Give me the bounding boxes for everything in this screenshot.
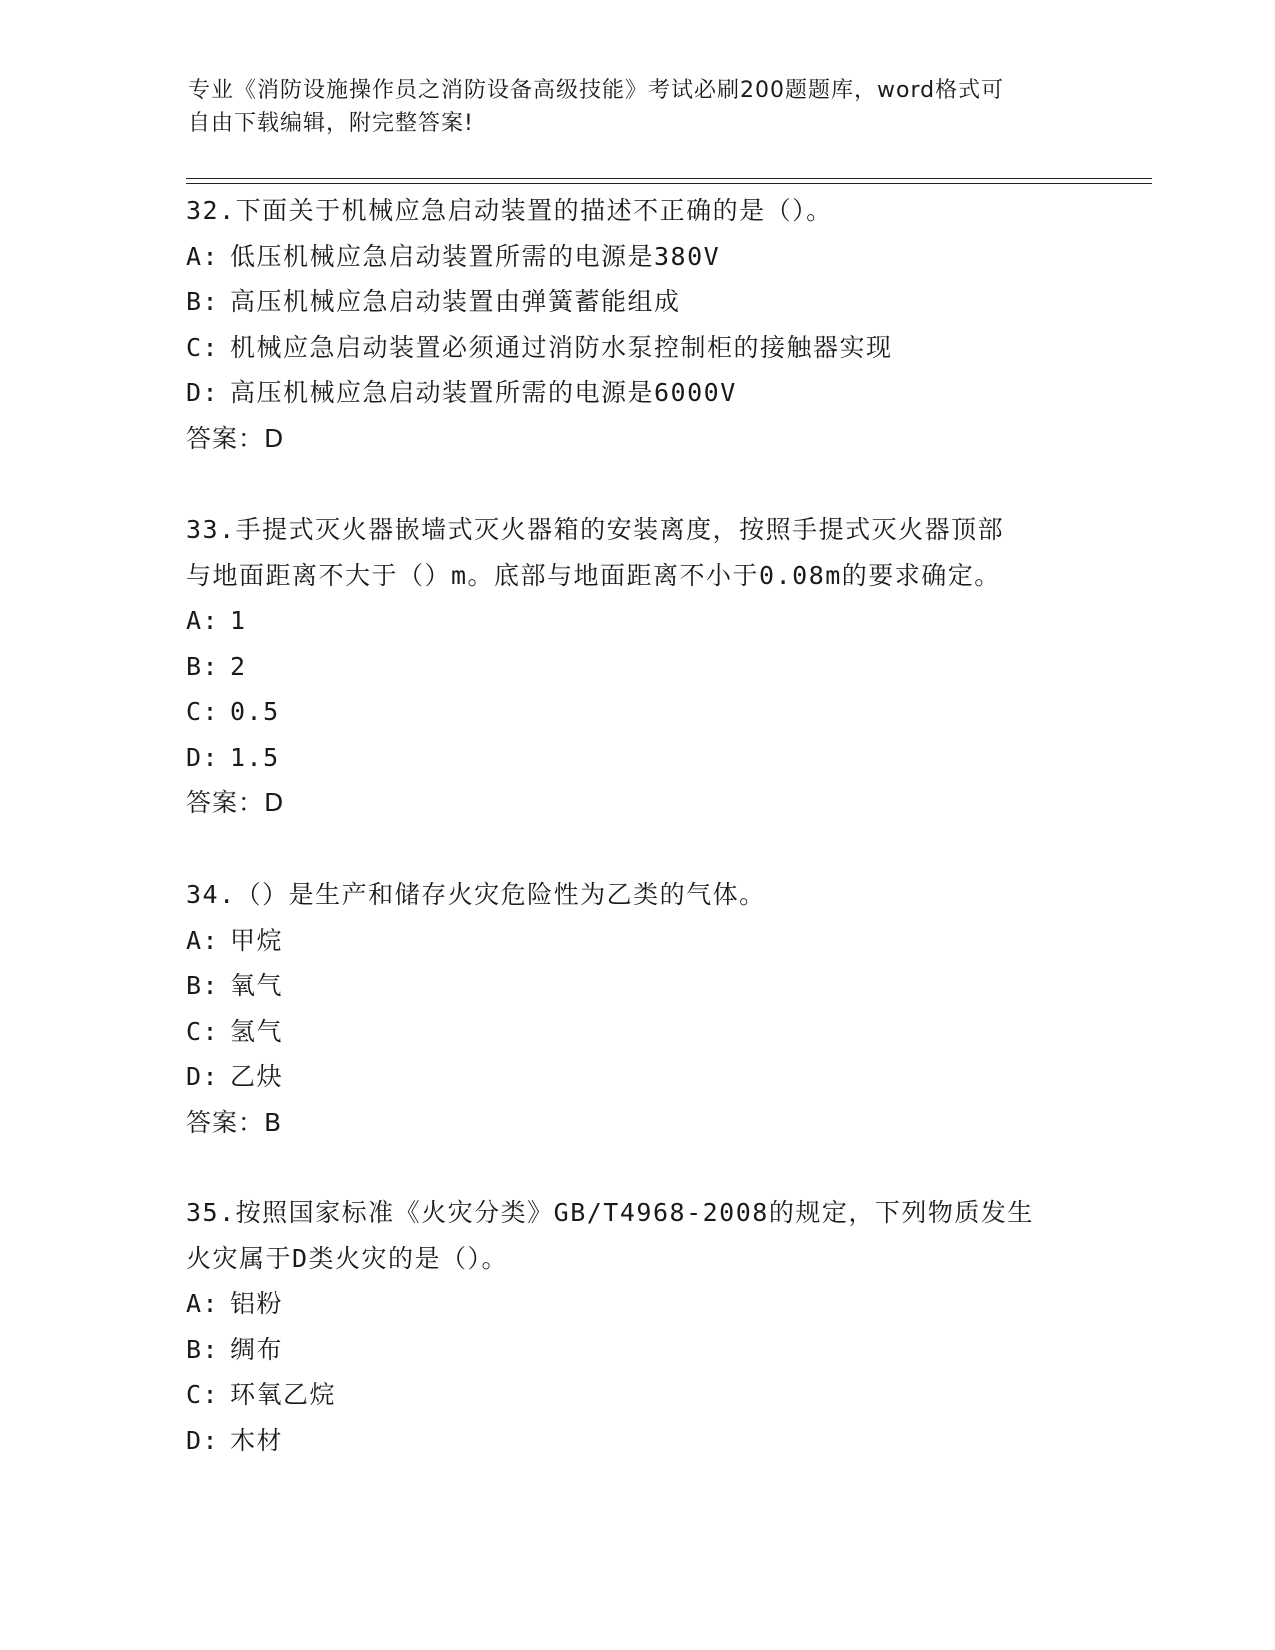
option-letter: D: (186, 742, 220, 772)
option-letter: A: (186, 606, 220, 635)
option-a (186, 598, 1086, 644)
header-line-2: 自由下载编辑，附完整答案! (188, 111, 474, 136)
option-b (186, 279, 1086, 325)
option-text: 环氧乙烷 (230, 1380, 337, 1409)
option-letter: C: (186, 1016, 220, 1046)
header-divider-top (186, 178, 1152, 179)
question-35 (186, 1190, 1086, 1463)
option-b (186, 963, 1086, 1009)
answer-line: 答案：D (186, 788, 285, 817)
option-text: 氢气 (230, 1016, 284, 1046)
option-text: 1.5 (230, 742, 280, 772)
option-text: 甲烷 (230, 925, 284, 955)
option-letter: C: (186, 332, 220, 362)
option-text: 高压机械应急启动装置所需的电源是6000V (230, 378, 737, 407)
option-a (186, 918, 1086, 964)
option-b (186, 1327, 1086, 1373)
option-letter: A: (186, 1289, 220, 1318)
question-stem: 33.手提式灭火器嵌墙式灭火器箱的安装离度，按照手提式灭火器顶部 (186, 515, 1005, 544)
question-stem: 34.（）是生产和储存火灾危险性为乙类的气体。 (186, 880, 766, 909)
answer-line: 答案：B (186, 1107, 283, 1137)
option-d (186, 735, 1086, 781)
question-stem-continued: 火灾属于D类火灾的是（）。 (186, 1243, 509, 1273)
document-header (188, 74, 1068, 140)
header-line-1: 专业《消防设施操作员之消防设备高级技能》考试必刷200题题库，word格式可 (188, 78, 1005, 103)
option-text: 低压机械应急启动装置所需的电源是380V (230, 241, 721, 271)
option-text: 高压机械应急启动装置由弹簧蓄能组成 (230, 287, 681, 316)
question-32 (186, 188, 1086, 461)
option-a (186, 1281, 1086, 1327)
option-letter: B: (186, 651, 220, 681)
option-a (186, 234, 1086, 280)
header-divider-bottom (186, 183, 1152, 184)
question-33 (186, 507, 1086, 826)
option-letter: C: (186, 697, 220, 726)
option-text: 绸布 (230, 1334, 284, 1364)
option-letter: C: (186, 1380, 220, 1409)
option-letter: B: (186, 971, 220, 1000)
option-text: 1 (230, 606, 247, 635)
option-letter: A: (186, 241, 220, 271)
option-text: 乙炔 (230, 1062, 284, 1091)
option-text: 铝粉 (230, 1289, 284, 1318)
option-text: 0.5 (230, 697, 280, 726)
option-text: 机械应急启动装置必须通过消防水泵控制柜的接触器实现 (230, 332, 893, 362)
option-letter: B: (186, 287, 220, 316)
answer-line: 答案：D (186, 423, 285, 453)
option-d (186, 1418, 1086, 1464)
option-d (186, 370, 1086, 416)
question-stem: 32.下面关于机械应急启动装置的描述不正确的是（）。 (186, 196, 833, 225)
question-stem-continued: 与地面距离不大于（）m。底部与地面距离不小于0.08m的要求确定。 (186, 560, 1001, 590)
option-letter: A: (186, 925, 220, 955)
option-c (186, 689, 1086, 735)
option-c (186, 325, 1086, 371)
option-b (186, 644, 1086, 690)
option-letter: D: (186, 1062, 220, 1091)
option-letter: D: (186, 1425, 220, 1455)
option-text: 2 (230, 651, 247, 681)
option-text: 木材 (230, 1425, 284, 1455)
question-34 (186, 872, 1086, 1145)
option-letter: D: (186, 378, 220, 407)
option-c (186, 1372, 1086, 1418)
option-text: 氧气 (230, 971, 284, 1000)
option-letter: B: (186, 1334, 220, 1364)
question-stem: 35.按照国家标准《火灾分类》GB/T4968-2008的规定，下列物质发生 (186, 1198, 1034, 1227)
option-c (186, 1009, 1086, 1055)
option-d (186, 1054, 1086, 1100)
